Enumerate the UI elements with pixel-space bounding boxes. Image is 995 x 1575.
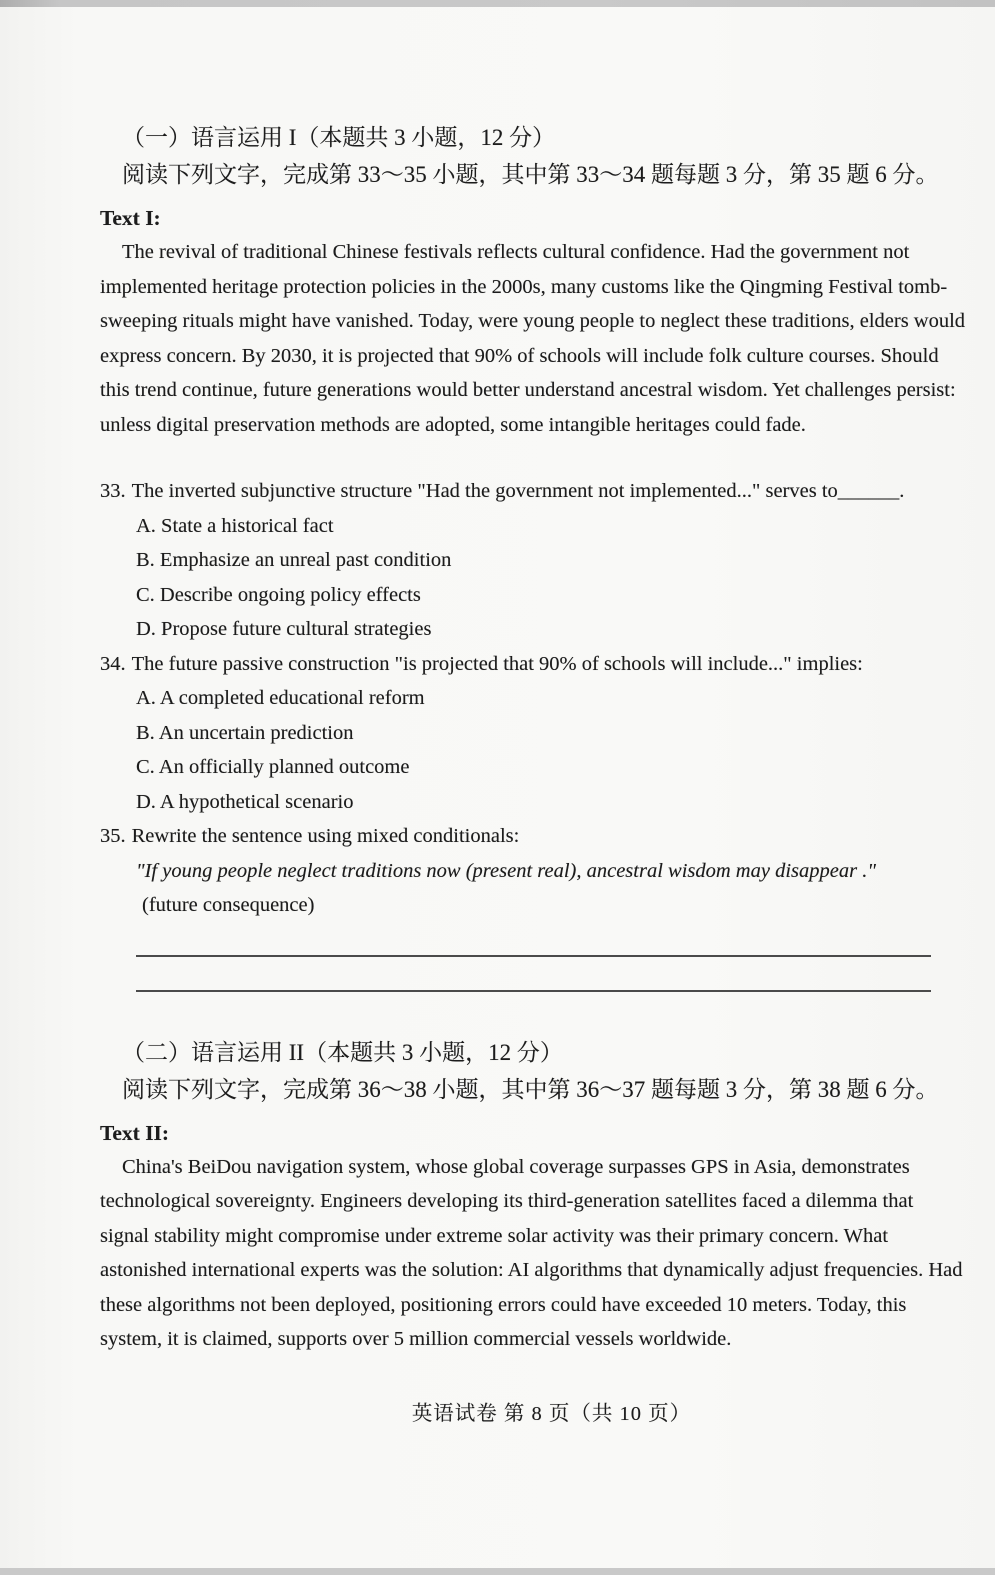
question-35	[100, 819, 967, 923]
part2-section	[100, 1034, 967, 1357]
page-footer: 英语试卷 第 8 页（共 10 页）	[411, 1402, 692, 1425]
question-33-option-a: A. State a historical fact	[136, 514, 334, 537]
question-35-text: Rewrite the sentence using mixed conditionals:	[131, 825, 520, 847]
question-34-text: The future passive construction "is projected that 90% of schools will include..." implies:	[131, 652, 863, 675]
question-33-text: The inverted subjunctive structure "Had the government not implemented..." serves to______.	[131, 480, 905, 502]
question-35-stem	[100, 819, 967, 854]
question-34-number: 34.	[100, 652, 126, 675]
question-33-number: 33.	[100, 480, 126, 502]
answer-line-2	[136, 990, 931, 992]
question-33-option-b: B. Emphasize an unreal past condition	[136, 549, 452, 571]
scan-edge-bottom	[0, 1568, 995, 1575]
question-33-option-d: D. Propose future cultural strategies	[136, 618, 432, 640]
answer-line-1	[136, 955, 931, 957]
text1-label: Text I:	[100, 206, 161, 230]
question-34	[100, 647, 967, 820]
question-34-option-d: D. A hypothetical scenario	[136, 790, 354, 813]
question-35-quote	[100, 854, 900, 923]
question-34-stem	[100, 647, 967, 682]
question-35-number: 35.	[100, 825, 126, 847]
scan-edge-top	[0, 0, 995, 7]
question-34-option-a: A. A completed educational reform	[136, 687, 425, 709]
part1-instructions: 阅读下列文字，完成第 33～35 小题，其中第 33～34 题每题 3 分，第 35 题 6 分。	[122, 162, 939, 187]
text2-label: Text II:	[100, 1120, 170, 1145]
question-35-quote-sentence: "If young people neglect traditions now (present real), ancestral wisdom may disappear ."	[136, 859, 876, 882]
question-33-option-c: C. Describe ongoing policy effects	[136, 583, 421, 606]
question-35-quote-note: (future consequence)	[142, 894, 315, 916]
question-33-stem	[100, 474, 967, 509]
text2-passage: China's BeiDou navigation system, whose global coverage surpasses GPS in Asia, demonstrates technological sovereignty. Engineers developing its third-generation satellites faced a dilemma that signal stability might compromise under extreme solar activity was their primary concern. What astonished international experts was the solution: AI algorithms that dynamically adjust frequencies. Had these algorithms not been deployed, positioning errors could have exceeded 10 meters. Today, this system, it is claimed, supports over 5 million commercial vessels worldwide.	[100, 1155, 963, 1350]
question-34-option-c: C. An officially planned outcome	[136, 756, 410, 778]
text1-passage: The revival of traditional Chinese festivals reflects cultural confidence. Had the government not implemented heritage protection policies in the 2000s, many customs like the Qingming Festival tomb-sweeping rituals might have vanished. Today, were young people to neglect these traditions, elders would express concern. By 2030, it is projected that 90% of schools will include folk culture courses. Should this trend continue, future generations would better understand ancestral wisdom. Yet challenges persist: unless digital preservation methods are adopted, some intangible heritages could fade.	[100, 241, 966, 436]
part2-heading: （二）语言运用 II（本题共 3 小题，12 分）	[122, 1039, 563, 1065]
part1-heading: （一）语言运用 I（本题共 3 小题，12 分）	[122, 125, 556, 150]
part2-instructions: 阅读下列文字，完成第 36～38 小题，其中第 36～37 题每题 3 分，第 38 题 6 分。	[122, 1076, 939, 1102]
question-34-option-b: B. An uncertain prediction	[136, 721, 354, 744]
exam-page	[0, 7, 995, 1575]
part1-section	[100, 7, 967, 992]
question-33	[100, 474, 967, 647]
